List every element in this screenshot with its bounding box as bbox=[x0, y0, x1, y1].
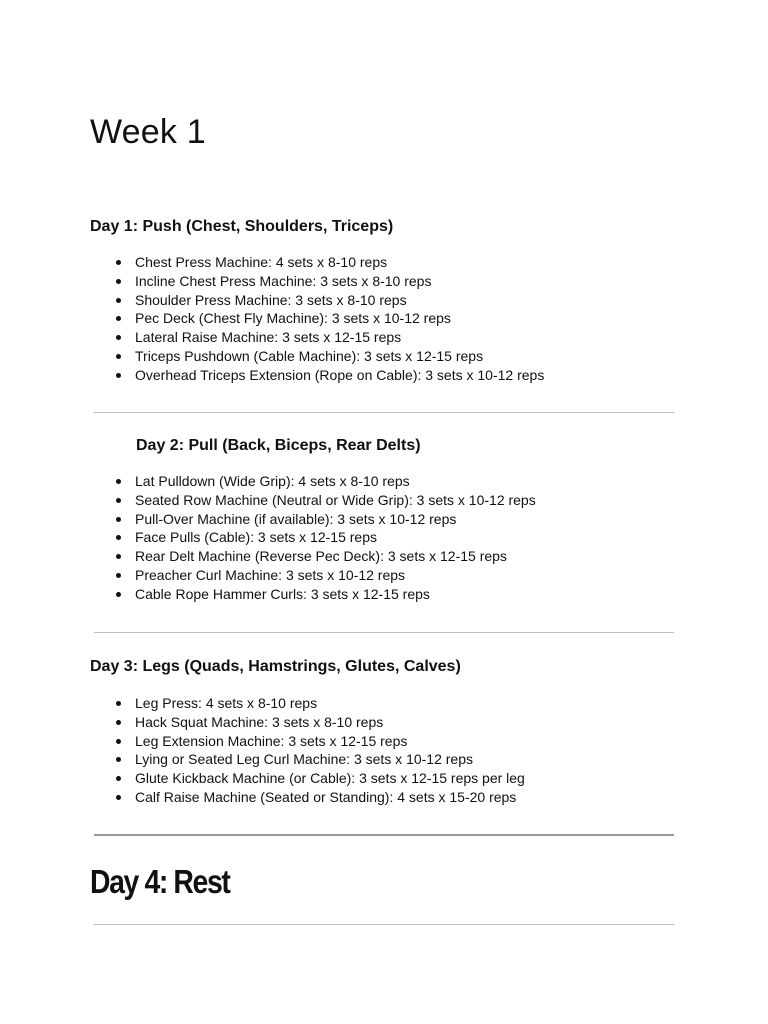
day-3-heading: Day 3: Legs (Quads, Hamstrings, Glutes, Calves) bbox=[90, 658, 461, 675]
page-title: Week 1 bbox=[90, 113, 206, 151]
list-item: Overhead Triceps Extension (Rope on Cable): 3 sets x 10-12 reps bbox=[135, 366, 545, 383]
list-item: Triceps Pushdown (Cable Machine): 3 sets x 12-15 reps bbox=[135, 347, 544, 366]
list-item: Pec Deck (Chest Fly Machine): 3 sets x 10-12 reps bbox=[135, 309, 544, 328]
list-item: Incline Chest Press Machine: 3 sets x 8-10 reps bbox=[135, 272, 544, 291]
list-item: Lying or Seated Leg Curl Machine: 3 sets x 10-12 reps bbox=[135, 750, 525, 769]
list-item: Glute Kickback Machine (or Cable): 3 sets x 12-15 reps per leg bbox=[135, 770, 525, 787]
section-divider bbox=[94, 412, 674, 413]
list-item: Pull-Over Machine (if available): 3 sets x 10-12 reps bbox=[135, 510, 536, 529]
list-item: Face Pulls (Cable): 3 sets x 12-15 reps bbox=[135, 528, 536, 547]
day-1-heading: Day 1: Push (Chest, Shoulders, Triceps) bbox=[90, 218, 394, 235]
list-item: Shoulder Press Machine: 3 sets x 8-10 reps bbox=[135, 291, 544, 310]
day-2-heading: Day 2: Pull (Back, Biceps, Rear Delts) bbox=[136, 437, 421, 454]
day-4-heading: Day 4: Rest bbox=[90, 863, 230, 900]
list-item: Cable Rope Hammer Curls: 3 sets x 12-15 reps bbox=[135, 585, 536, 604]
list-item: Seated Row Machine (Neutral or Wide Grip): 3 sets x 10-12 reps bbox=[135, 491, 536, 508]
list-item: Chest Press Machine: 4 sets x 8-10 reps bbox=[135, 253, 544, 272]
list-item: Lat Pulldown (Wide Grip): 4 sets x 8-10 reps bbox=[135, 472, 536, 491]
day-2-exercise-list bbox=[135, 472, 536, 604]
list-item: Hack Squat Machine: 3 sets x 8-10 reps bbox=[135, 713, 525, 732]
list-item: Calf Raise Machine (Seated or Standing): 4 sets x 15-20 reps bbox=[135, 788, 525, 807]
section-divider bbox=[94, 632, 674, 633]
list-item: Rear Delt Machine (Reverse Pec Deck): 3 sets x 12-15 reps bbox=[135, 547, 536, 566]
list-item: Leg Press: 4 sets x 8-10 reps bbox=[135, 694, 525, 713]
list-item: Leg Extension Machine: 3 sets x 12-15 reps bbox=[135, 732, 525, 751]
list-item: Lateral Raise Machine: 3 sets x 12-15 reps bbox=[135, 328, 544, 347]
section-divider bbox=[94, 834, 674, 836]
list-item: Preacher Curl Machine: 3 sets x 10-12 reps bbox=[135, 566, 536, 585]
section-divider bbox=[94, 924, 674, 925]
day-3-exercise-list bbox=[135, 694, 525, 807]
day-1-exercise-list bbox=[135, 253, 544, 385]
